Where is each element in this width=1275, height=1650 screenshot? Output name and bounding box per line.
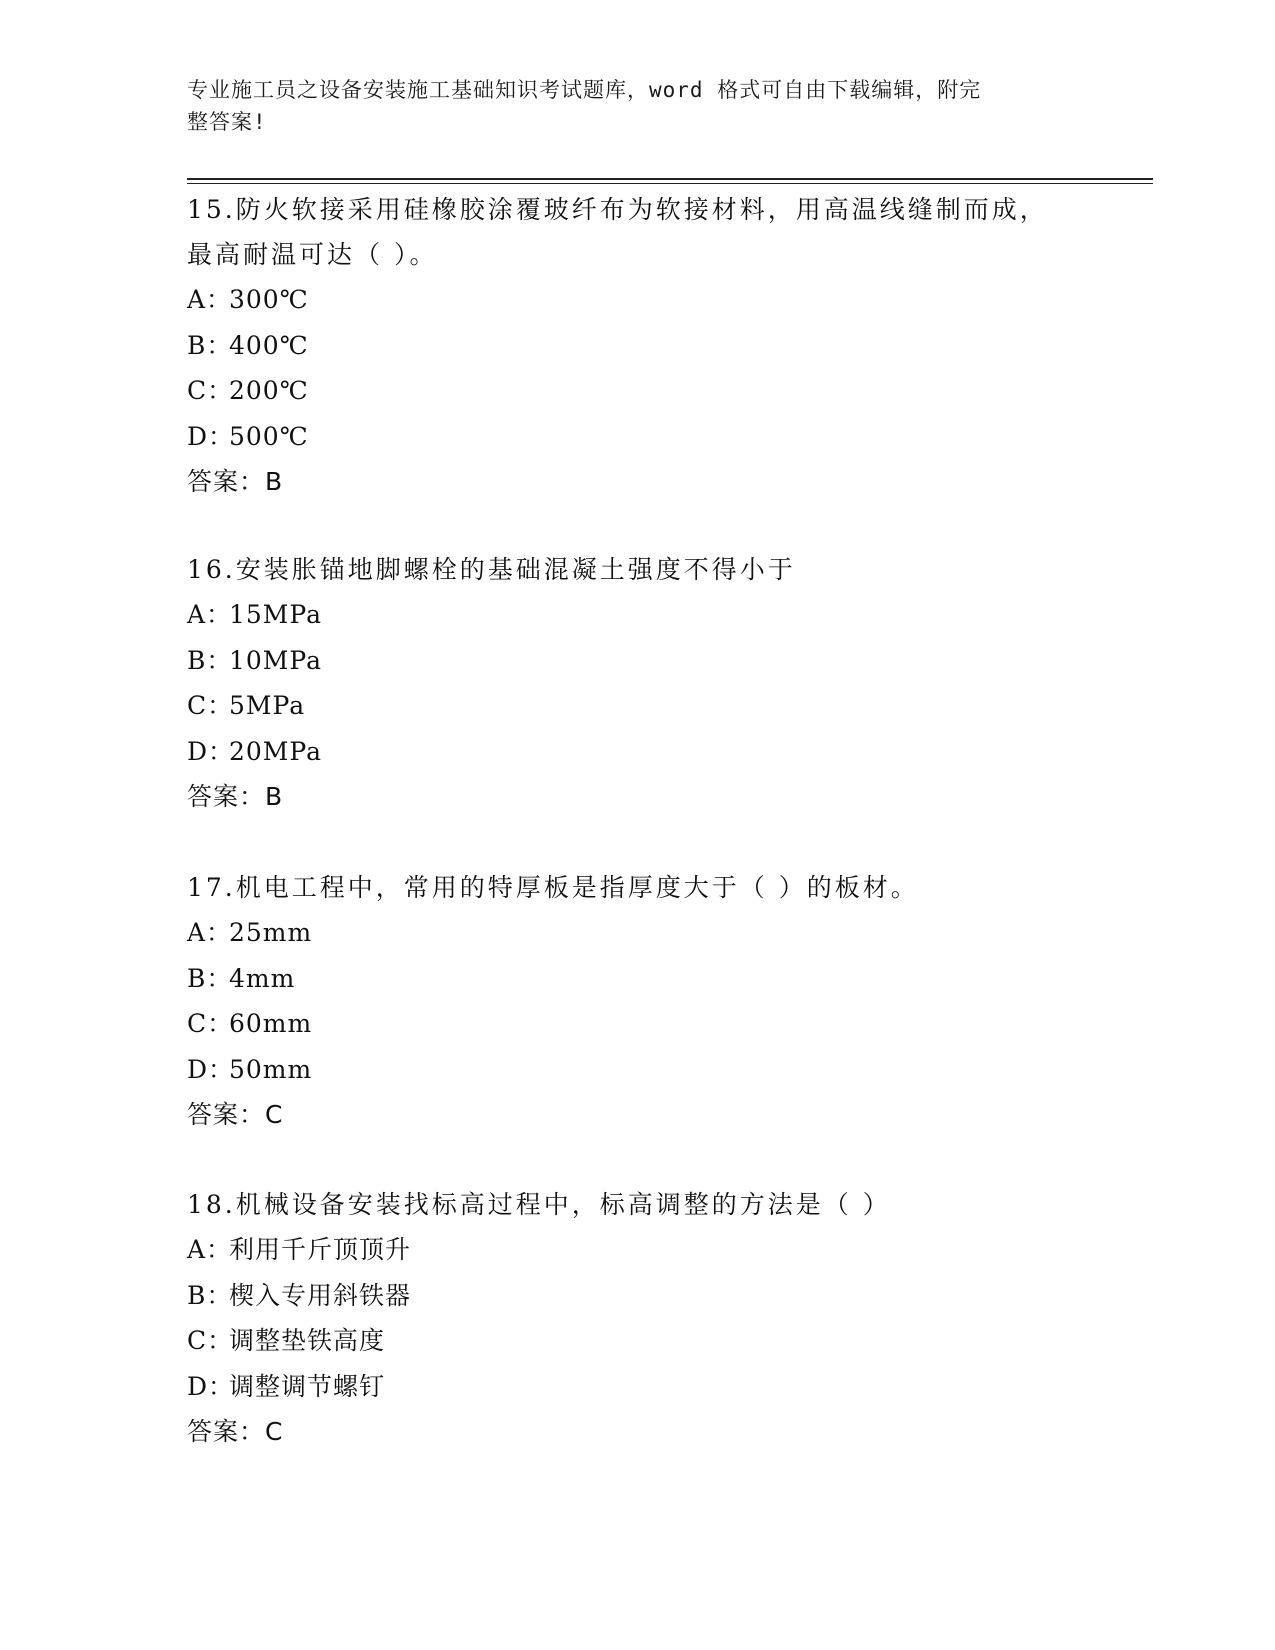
option-c: C：200℃: [187, 376, 309, 405]
option-b: B：楔入专用斜铁器: [187, 1280, 412, 1310]
question-16: [187, 547, 1107, 819]
option-d: D：50mm: [187, 1054, 313, 1084]
option-c: C：5MPa: [187, 691, 306, 720]
answer-label: 答案：B: [187, 467, 284, 496]
option-d: D：20MPa: [187, 736, 323, 766]
stem-line: 最高耐温可达（ ）。: [187, 240, 438, 269]
question-15: [187, 187, 1107, 504]
option-d: D：500℃: [187, 421, 309, 451]
question-stem: [187, 865, 1107, 910]
answer-label: 答案：C: [187, 1417, 284, 1446]
stem-line: 17.机电工程中，常用的特厚板是指厚度大于（ ）的板材。: [187, 873, 919, 902]
stem-line: 16.安装胀锚地脚螺栓的基础混凝土强度不得小于: [187, 555, 796, 584]
option-c: C：调整垫铁高度: [187, 1326, 386, 1355]
question-stem: [187, 1182, 1107, 1227]
option-a: A：25mm: [187, 918, 313, 947]
document-header: [187, 74, 1067, 138]
option-d: D：调整调节螺钉: [187, 1371, 386, 1401]
answer-label: 答案：B: [187, 782, 284, 811]
header-line-2: 整答案!: [187, 110, 267, 134]
option-b: B：400℃: [187, 330, 309, 360]
option-a: A：利用千斤顶顶升: [187, 1235, 412, 1264]
question-17: [187, 865, 1107, 1137]
header-line-1: 专业施工员之设备安装施工基础知识考试题库，word 格式可自由下载编辑，附完: [187, 78, 982, 102]
question-stem: [187, 547, 1107, 592]
answer-label: 答案：C: [187, 1100, 284, 1129]
header-divider-thick: [187, 178, 1153, 180]
option-c: C：60mm: [187, 1009, 313, 1038]
stem-line: 15.防火软接采用硅橡胶涂覆玻纤布为软接材料，用高温线缝制而成，: [187, 195, 1048, 224]
option-b: B：10MPa: [187, 645, 323, 675]
question-stem: [187, 187, 1107, 277]
question-18: [187, 1182, 1107, 1454]
option-b: B：4mm: [187, 963, 296, 993]
option-a: A：15MPa: [187, 600, 323, 629]
stem-line: 18.机械设备安装找标高过程中，标高调整的方法是（ ）: [187, 1190, 891, 1219]
header-divider-thin: [187, 183, 1153, 184]
option-a: A：300℃: [187, 285, 309, 314]
